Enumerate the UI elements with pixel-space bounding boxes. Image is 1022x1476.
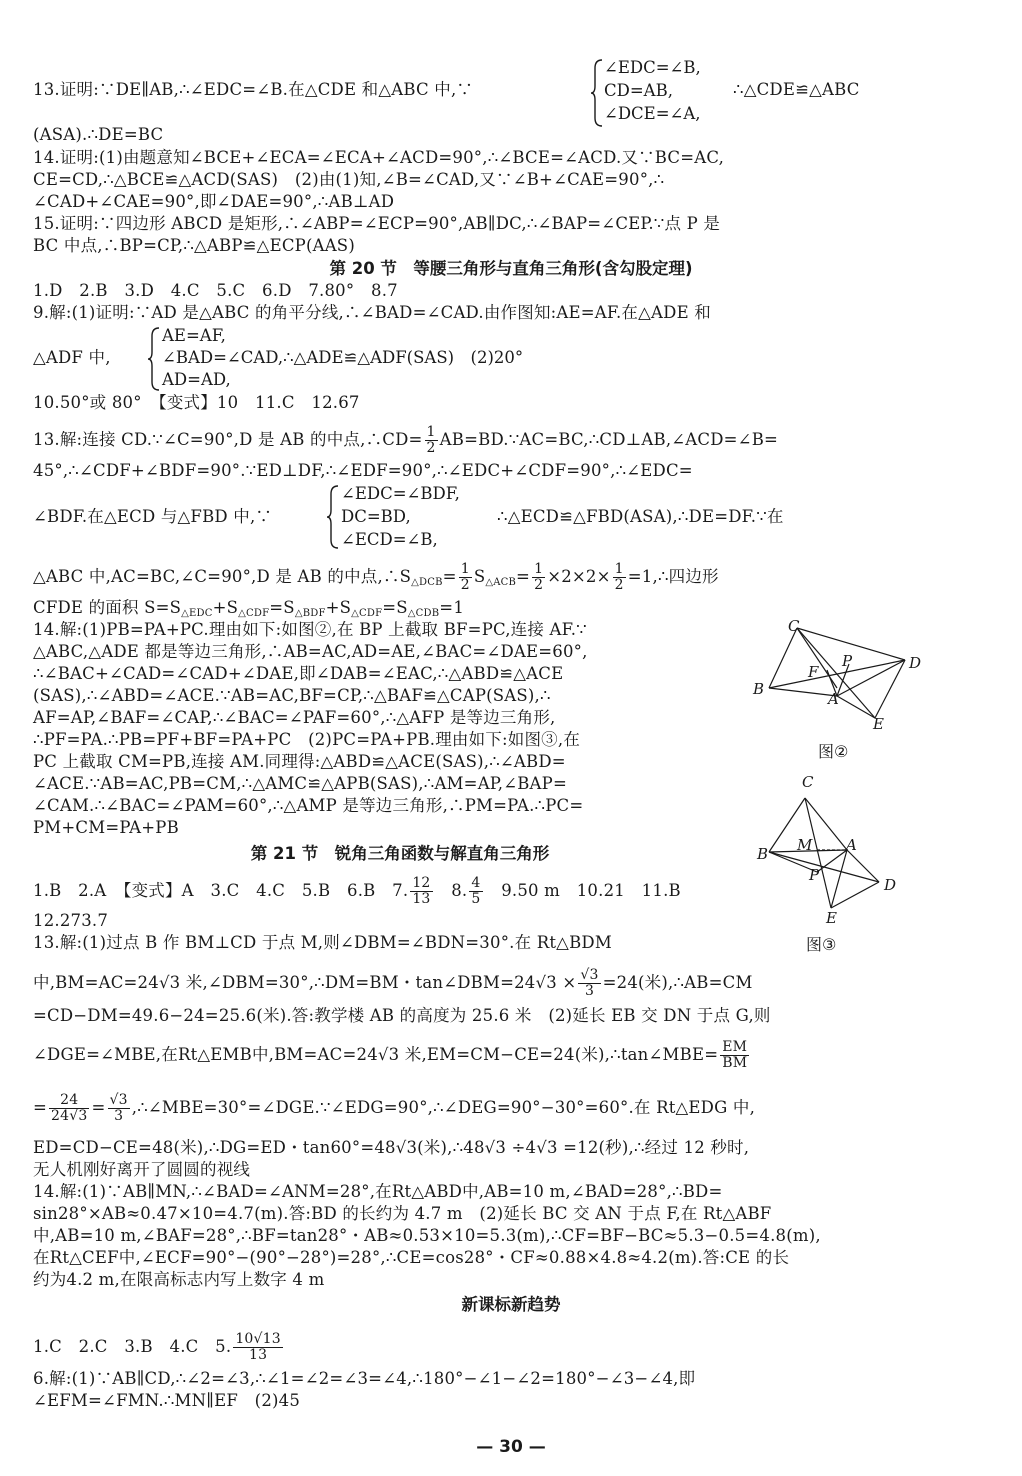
numerator: 24: [49, 1093, 89, 1109]
text-span: =1: [439, 598, 465, 617]
system-row: ∠EDC=∠B,: [604, 58, 701, 77]
point-label: P: [842, 652, 853, 670]
answer-line: 10.50°或 80° 【变式】10 11.C 12.67: [33, 393, 360, 412]
numerator: 10√13: [235, 1331, 281, 1347]
subscript: △DCB: [411, 577, 443, 588]
numerator: 12: [412, 875, 431, 891]
system-row: CD=AB,: [604, 81, 673, 100]
subscript: △CDF: [238, 608, 270, 619]
text-line: ∠CAM.∴∠BAC=∠PAM=60°,∴△AMP 是等边三角形,∴PM=PA.∴PC=: [33, 796, 584, 815]
text-line: 45°,∴∠CDF+∠BDF=90°.∵ED⊥DF,∴∠EDF=90°,∴∠EDC+∠CDF=90°,∴∠EDC=: [33, 461, 693, 480]
text-span: 中,BM=AC=24√3 米,∠DBM=30°,∴DM=BM・tan∠DBM=24√3 ×: [33, 973, 577, 992]
text-line: ∴△CDE≌△ABC: [733, 80, 860, 99]
section-heading: 第 20 节 等腰三角形与直角三角形(含勾股定理): [329, 259, 693, 278]
system-row: ∠ECD=∠B,: [341, 530, 438, 549]
text-line: [33, 968, 753, 999]
text-line: (ASA).∴DE=BC: [33, 125, 164, 144]
text-line: =CD−DM=49.6−24=25.6(米).答:教学楼 AB 的高度为 25.6 米 (2)延长 EB 交 DN 于点 G,则: [33, 1006, 771, 1025]
fraction: [469, 876, 482, 907]
figure-2-diagram: [755, 620, 915, 735]
point-label: C: [788, 617, 800, 635]
text-span: =S: [382, 598, 408, 617]
denominator: 13: [412, 891, 431, 907]
text-line: 15.证明:∵四边形 ABCD 是矩形,∴∠ABP=∠ECP=90°,AB∥DC,∴∠BAP=∠CEP.∵点 P 是: [33, 214, 721, 233]
system-row: ∠DCE=∠A,: [604, 104, 701, 123]
point-label: E: [873, 715, 884, 733]
system-row: DC=BD,: [341, 507, 411, 526]
denominator: 2: [460, 577, 470, 593]
answer-line: 12.273.7: [33, 911, 109, 930]
text-span: 13.解:连接 CD.∵∠C=90°,D 是 AB 的中点,∴CD=: [33, 430, 423, 449]
numerator: √3: [109, 1092, 128, 1108]
denominator: 3: [114, 1108, 124, 1124]
text-line: PC 上截取 CM=PB,连接 AM.同理得:△ABD≌△ACE(SAS),∴∠ABD=: [33, 752, 566, 771]
text-line: (SAS),∴∠ABD=∠ACE.∵AB=AC,BF=CP,∴△BAF≌△CAP(SAS),∴: [33, 686, 551, 705]
subscript: △CDF: [351, 608, 383, 619]
point-label: P: [809, 866, 820, 884]
answer-line: 1.D 2.B 3.D 4.C 5.C 6.D 7.80° 8.7: [33, 281, 398, 300]
text-line: [33, 1093, 755, 1124]
brace: [326, 484, 340, 550]
system-row: AD=AD,: [162, 370, 231, 389]
text-span: △ABC 中,AC=BC,∠C=90°,D 是 AB 的中点,∴S: [33, 567, 412, 586]
text-span: ,∴∠MBE=30°=∠DGE.∵∠EDG=90°,∴∠DEG=90°−30°=60°.在 Rt△EDG 中,: [131, 1098, 756, 1117]
point-label: A: [828, 690, 839, 708]
fraction: [613, 562, 626, 593]
system-row: AE=AF,: [162, 326, 226, 345]
text-span: =S: [269, 598, 295, 617]
text-line: ∠EFM=∠FMN.∴MN∥EF (2)45: [33, 1391, 301, 1410]
text-line: ED=CD−CE=48(米),∴DG=ED・tan60°=48√3(米),∴48√3 ÷4√3 =12(秒),∴经过 12 秒时,: [33, 1138, 750, 1157]
text-line: [33, 1040, 751, 1071]
subscript: △EDC: [181, 608, 213, 619]
text-span: =: [442, 567, 457, 586]
text-line: ∠ACE.∵AB=AC,PB=CM,∴△AMC≌△APB(SAS),∴AM=AP,∠BAP=: [33, 774, 568, 793]
text-line: 13.解:(1)过点 B 作 BM⊥CD 于点 M,则∠DBM=∠BDN=30°.在 Rt△BDM: [33, 933, 612, 952]
text-line: CE=CD,∴△BCE≌△ACD(SAS) (2)由(1)知,∠B=∠CAD,又∵∠B+∠CAE=90°,∴: [33, 170, 665, 189]
denominator: 13: [249, 1347, 268, 1363]
brace: [590, 58, 604, 128]
denominator: 2: [426, 440, 436, 456]
denominator: BM: [722, 1055, 748, 1071]
text-line: △ABC 中,AC=BC,∠C=90°,D 是 AB 的中点$,\therefore S_{\triangle DCB}=$ $\frac{1}{2}$ $S_{\triangle ACB}=$ $\frac{1}{2}$ ×2×2× $\frac{1}{2}$ =1,∴四边形: [33, 561, 719, 593]
numerator: 4: [471, 875, 481, 891]
text-line: 约为4.2 m,在限高标志内写上数字 4 m: [33, 1270, 325, 1289]
text-span: 1.C 2.C 3.B 4.C 5.: [33, 1337, 232, 1356]
point-label: C: [802, 773, 814, 791]
fraction: [532, 562, 545, 593]
numerator: 1: [534, 561, 544, 577]
text-line: 14.解:(1)PB=PA+PC.理由如下:如图②,在 BP 上截取 BF=PC,连接 AF.∵: [33, 620, 587, 639]
text-line: ∠BDF.在△ECD 与△FBD 中,∵: [33, 507, 273, 526]
page-number: — 30 —: [476, 1437, 546, 1457]
text-span: ×2×2×: [547, 567, 611, 586]
text-span: =1,∴四边形: [627, 567, 719, 586]
subscript: △ACB: [485, 577, 517, 588]
text-line: ∴∠BAC+∠CAD=∠CAD+∠DAE,即∠DAB=∠EAC,∴△ABD≌△ACE: [33, 664, 564, 683]
point-label: D: [909, 654, 922, 672]
point-label: E: [826, 909, 837, 927]
answer-line: [33, 876, 681, 907]
fraction: [459, 562, 472, 593]
text-span: ∠DGE=∠MBE,在Rt△EMB中,BM=AC=24√3 米,EM=CM−CE=24(米),∴tan∠MBE=: [33, 1045, 719, 1064]
text-line: AF=AP,∠BAF=∠CAP,∴∠BAC=∠PAF=60°,∴△AFP 是等边三角形,: [33, 708, 556, 727]
text-span: CFDE 的面积 S=S: [33, 598, 182, 617]
denominator: 2: [614, 577, 624, 593]
section-heading: 新课标新趋势: [461, 1295, 561, 1314]
text-span: 1.B 2.A 【变式】A 3.C 4.C 5.B 6.B 7.: [33, 881, 409, 900]
point-label: A: [846, 836, 857, 854]
point-label: F: [808, 663, 819, 681]
point-label: B: [753, 680, 765, 698]
text-span: =: [91, 1098, 106, 1117]
text-span: =: [33, 1098, 48, 1117]
text-line: [33, 425, 778, 456]
denominator: 2: [534, 577, 544, 593]
text-line: PM+CM=PA+PB: [33, 818, 179, 837]
text-span: =24(米),∴AB=CM: [602, 973, 753, 992]
fraction: [578, 968, 600, 999]
fraction: [425, 425, 438, 456]
numerator: 1: [460, 561, 470, 577]
fraction: [720, 1040, 749, 1071]
section-heading: 第 21 节 锐角三角函数与解直角三角形: [250, 844, 550, 863]
text-line: ∴PF=PA.∴PB=PF+BF=PA+PC (2)PC=PA+PB.理由如下:如图③,在: [33, 730, 581, 749]
numerator: EM: [720, 1040, 749, 1056]
subscript: △CDB: [407, 608, 440, 619]
text-line: 无人机刚好离开了圆圆的视线: [33, 1160, 251, 1179]
subscript: △BDF: [294, 608, 326, 619]
numerator: 1: [614, 561, 624, 577]
text-line: ∴△ECD≌△FBD(ASA),∴DE=DF.∵在: [497, 507, 784, 526]
text-line: 9.解:(1)证明:∵AD 是△ABC 的角平分线,∴∠BAD=∠CAD.由作图知:AE=AF.在△ADE 和: [33, 303, 711, 322]
text-span: =: [516, 567, 531, 586]
point-label: M: [797, 836, 813, 854]
fraction: [410, 876, 432, 907]
text-span: +S: [212, 598, 239, 617]
text-span: 9.50 m 10.21 11.B: [501, 881, 681, 900]
point-label: D: [884, 876, 897, 894]
point-label: B: [757, 845, 769, 863]
text-line: ∠CAD+∠CAE=90°,即∠DAE=90°,∴AB⊥AD: [33, 192, 395, 211]
text-line: 14.解:(1)∵AB∥MN,∴∠BAD=∠ANM=28°,在Rt△ABD中,AB=10 m,∠BAD=28°,∴BD=: [33, 1182, 723, 1201]
text-span: AB=BD.∵AC=BC,∴CD⊥AB,∠ACD=∠B=: [439, 430, 779, 449]
text-line: 中,AB=10 m,∠BAF=28°,∴BF=tan28°・AB≈0.53×10=5.3(m),∴CF=BF−BC≈5.3−0.5=4.8(m),: [33, 1226, 821, 1245]
text-span: 8.: [451, 881, 468, 900]
numerator: 1: [426, 424, 436, 440]
text-line: 13.证明:∵DE∥AB,∴∠EDC=∠B.在△CDE 和△ABC 中,∵: [33, 80, 474, 99]
fraction: [233, 1332, 283, 1363]
denominator: 5: [471, 891, 481, 907]
denominator: 24√3: [51, 1108, 88, 1124]
figure-3-caption: 图③: [806, 935, 837, 954]
text-span: +S: [325, 598, 352, 617]
system-row: ∠BAD=∠CAD,∴△ADE≌△ADF(SAS) (2)20°: [162, 348, 524, 367]
text-line: 在Rt△CEF中,∠ECF=90°−(90°−28°)=28°,∴CE=cos28°・CF≈0.88×4.8≈4.2(m).答:CE 的长: [33, 1248, 790, 1267]
fraction: [49, 1093, 89, 1124]
text-line: △ADF 中,: [33, 348, 111, 367]
text-line: sin28°×AB≈0.47×10=4.7(m).答:BD 的长约为 4.7 m (2)延长 BC 交 AN 于点 F,在 Rt△ABF: [33, 1204, 772, 1223]
fraction: [108, 1093, 130, 1124]
text-line: 14.证明:(1)由题意知∠BCE+∠ECA=∠ECA+∠ACD=90°,∴∠BCE=∠ACD.又∵BC=AC,: [33, 148, 725, 167]
brace: [147, 326, 161, 392]
denominator: 3: [584, 983, 595, 999]
text-line: 6.解:(1)∵AB∥CD,∴∠2=∠3,∴∠1=∠2=∠3=∠4,∴180°−∠1−∠2=180°−∠3−∠4,即: [33, 1369, 696, 1388]
system-row: ∠EDC=∠BDF,: [341, 484, 460, 503]
text-line: △ABC,△ADE 都是等边三角形,∴AB=AC,AD=AE,∠BAC=∠DAE=60°,: [33, 642, 588, 661]
answer-line: [33, 1332, 285, 1363]
figure-2-caption: 图②: [818, 742, 849, 761]
numerator: √3: [580, 967, 599, 983]
text-line: BC 中点,∴BP=CP,∴△ABP≌△ECP(AAS): [33, 236, 355, 255]
